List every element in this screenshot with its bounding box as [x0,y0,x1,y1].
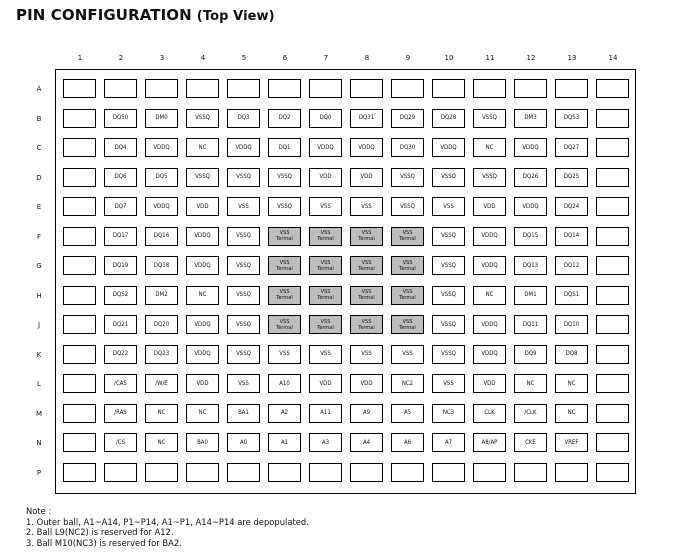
pin-cell: VSSQ [227,168,260,187]
column-header: 14 [608,54,618,62]
pin-cell: A2 [268,404,301,423]
pin-cell: VDDQ [473,315,506,334]
pin-cell: DQ9 [514,345,547,364]
pin-cell: VDDQ [473,227,506,246]
row-header: D [36,173,42,182]
pin-cell: DQS2 [104,286,137,305]
pin-cell: DQ12 [555,256,588,275]
pin-cell: DQ26 [514,168,547,187]
pin-cell: VDDQ [473,345,506,364]
pin-cell: A11 [309,404,342,423]
column-header: 13 [567,54,577,62]
pin-cell [473,463,506,482]
pin-cell: NC [555,404,588,423]
column-header: 11 [485,54,495,62]
pin-cell [186,79,219,98]
pin-cell: DQ19 [104,256,137,275]
pin-cell: DQ30 [391,138,424,157]
pin-cell: VDD [473,374,506,393]
pin-cell: DQS3 [555,109,588,128]
pin-cell: A6 [391,433,424,452]
pin-cell: VSSQ [432,256,465,275]
pin-cell: VSS Termal [309,286,342,305]
pin-cell [227,79,260,98]
pin-cell: VSSQ [432,345,465,364]
note-line-1: 1. Outer ball, A1~A14, P1~P14, A1~P1, A14~P14 are depopulated. [26,516,309,527]
pin-cell: VSSQ [186,109,219,128]
pin-cell [391,79,424,98]
pin-cell: DQ10 [555,315,588,334]
pin-grid-panel [55,69,636,494]
pin-cell: NC [186,286,219,305]
pin-cell: DQ1 [268,138,301,157]
column-header: 1 [77,54,83,62]
row-header: C [36,144,42,152]
pin-cell: VDDQ [186,315,219,334]
pin-cell [514,463,547,482]
pin-cell: A8/AP [473,433,506,452]
pin-cell: VSSQ [227,315,260,334]
pin-cell [596,433,629,452]
pin-cell [596,79,629,98]
row-header: G [36,262,42,270]
pin-cell: VSSQ [227,345,260,364]
pin-cell: VSSQ [268,197,301,216]
pin-cell: DQ15 [514,227,547,246]
pin-cell [268,463,301,482]
pin-cell [309,79,342,98]
pin-cell: VSSQ [473,109,506,128]
pin-cell [596,374,629,393]
pin-cell: VSS Termal [391,315,424,334]
pin-cell: VSS Termal [350,315,383,334]
pin-cell: /CLK [514,404,547,423]
pin-cell [596,197,629,216]
column-header: 6 [282,54,288,62]
pin-cell: DQ24 [555,197,588,216]
pin-cell: DQ7 [104,197,137,216]
pin-cell [63,433,96,452]
page-title [16,6,275,24]
pin-cell [63,404,96,423]
pin-cell: VSS Termal [268,256,301,275]
pin-cell: DQ14 [555,227,588,246]
pin-cell: VDD [309,168,342,187]
pin-cell [63,463,96,482]
pin-cell: DM2 [145,286,178,305]
row-header: A [36,85,42,93]
pin-cell: NC [186,138,219,157]
pin-cell [596,404,629,423]
row-header: B [36,114,42,123]
pin-cell [596,286,629,305]
pin-cell: VSS Termal [268,286,301,305]
pin-cell: BA1 [227,404,260,423]
pin-cell: DQ5 [145,168,178,187]
pin-cell [350,463,383,482]
pin-cell [268,79,301,98]
pin-cell: VSS [432,197,465,216]
row-header: L [37,380,41,388]
pin-cell: VSS [309,197,342,216]
pin-cell: DQ23 [145,345,178,364]
pin-cell: CLK [473,404,506,423]
pin-cell: VSSQ [227,256,260,275]
pin-cell: VDD [186,197,219,216]
pin-cell [63,345,96,364]
pin-cell: NC [555,374,588,393]
pin-cell: DQ17 [104,227,137,246]
pin-cell: VSS Termal [350,256,383,275]
pin-cell [596,463,629,482]
pin-cell [350,79,383,98]
pin-cell: DQ13 [514,256,547,275]
pin-cell: VSS [350,197,383,216]
pin-cell: VDDQ [145,138,178,157]
pin-cell: VDDQ [186,256,219,275]
pin-cell: NC2 [391,374,424,393]
pin-cell [63,256,96,275]
pin-cell: DQ11 [514,315,547,334]
pin-cell: VDD [186,374,219,393]
row-header: N [36,439,42,447]
pin-cell [145,463,178,482]
pin-cell: VSS [227,374,260,393]
pin-cell: VSS [268,345,301,364]
pin-cell [473,79,506,98]
pin-cell: VSSQ [473,168,506,187]
pin-cell: VSS Termal [309,315,342,334]
pin-cell: VDDQ [227,138,260,157]
pin-cell: VDDQ [186,227,219,246]
pin-cell: DQ20 [145,315,178,334]
pin-cell: NC [473,138,506,157]
pin-cell: DQ31 [350,109,383,128]
row-header: H [36,291,42,300]
pin-cell: DQ16 [145,227,178,246]
pin-cell [63,138,96,157]
column-header: 8 [364,54,370,62]
title-view-label: (Top View) [196,9,275,24]
pin-cell: VDDQ [473,256,506,275]
pin-cell: DM3 [514,109,547,128]
pin-cell: DQ29 [391,109,424,128]
pin-cell [596,345,629,364]
pin-cell: VDDQ [145,197,178,216]
pin-cell: VSSQ [391,168,424,187]
pin-cell [63,227,96,246]
pin-cell: A4 [350,433,383,452]
pin-cell: DQS1 [555,286,588,305]
column-header: 4 [200,54,206,62]
pin-cell: NC [473,286,506,305]
pin-cell [596,109,629,128]
pin-cell: VSS [391,345,424,364]
pin-cell: /CS [104,433,137,452]
pin-cell: DQ8 [555,345,588,364]
pin-cell: A1 [268,433,301,452]
pin-cell: DQ21 [104,315,137,334]
pin-cell: VSSQ [391,197,424,216]
notes-section [26,506,309,548]
pin-cell [555,79,588,98]
pin-cell [309,463,342,482]
pin-cell: VDDQ [432,138,465,157]
pin-cell [63,286,96,305]
pin-cell: /RAS [104,404,137,423]
pin-cell: VSSQ [227,227,260,246]
pin-cell: DQ4 [104,138,137,157]
column-header: 7 [323,54,329,62]
pin-cell: VSS Termal [309,227,342,246]
pin-cell: VSS [432,374,465,393]
pin-cell: VDDQ [309,138,342,157]
pin-cell: DQ50 [104,109,137,128]
column-header: 10 [444,54,454,62]
pin-cell [63,168,96,187]
pin-cell: DQ18 [145,256,178,275]
pin-cell: VREF [555,433,588,452]
pin-cell: VSS [227,197,260,216]
pin-cell [227,463,260,482]
pin-cell [514,79,547,98]
pin-cell [186,463,219,482]
pin-cell: VSSQ [432,286,465,305]
pin-cell [596,227,629,246]
pin-cell: /W/E [145,374,178,393]
pin-cell: DQ6 [104,168,137,187]
pin-cell: DQ22 [104,345,137,364]
pin-cell: VSS Termal [309,256,342,275]
pin-cell: NC [145,404,178,423]
pin-cell: DQ28 [432,109,465,128]
pin-cell: DQ2 [268,109,301,128]
pin-cell: VSS [350,345,383,364]
pin-cell: VSS Termal [350,286,383,305]
row-header: J [37,321,41,329]
pin-cell: VDD [473,197,506,216]
pin-cell: A5 [391,404,424,423]
note-line-3: 3. Ball M10(NC3) is reserved for BA2. [26,537,182,548]
pin-cell [596,256,629,275]
pin-cell: NC [145,433,178,452]
title-text: PIN CONFIGURATION [16,6,192,24]
pin-cell: VSS [309,345,342,364]
pin-cell: VSS Termal [268,227,301,246]
pin-cell: DQ25 [555,168,588,187]
pin-cell: VSSQ [432,168,465,187]
pin-cell [596,315,629,334]
column-header: 12 [526,54,536,62]
row-header: M [35,409,43,418]
pin-cell: VSSQ [186,168,219,187]
row-header: P [36,468,42,477]
pin-cell: VSSQ [227,286,260,305]
pin-cell [63,374,96,393]
pin-cell: VSSQ [432,227,465,246]
pin-cell: VSSQ [268,168,301,187]
column-header: 9 [405,54,411,62]
pin-cell: A3 [309,433,342,452]
note-line-2: 2. Ball L9(NC2) is reserved for A12. [26,527,174,537]
pin-cell: A7 [432,433,465,452]
pin-cell: VDDQ [350,138,383,157]
pin-cell [145,79,178,98]
pin-cell: VSS Termal [268,315,301,334]
pin-cell: DQ3 [227,109,260,128]
pin-cell [596,138,629,157]
row-header: K [36,350,42,359]
pin-cell: A9 [350,404,383,423]
pin-cell: VSS Termal [391,256,424,275]
pin-cell: /CAS [104,374,137,393]
pin-cell: DQ27 [555,138,588,157]
pin-cell [432,463,465,482]
pin-cell: VDDQ [186,345,219,364]
pin-cell: NC3 [432,404,465,423]
pin-cell [555,463,588,482]
pin-cell: A10 [268,374,301,393]
notes-heading: Note : [26,506,52,516]
pin-cell [391,463,424,482]
pin-cell [63,79,96,98]
pin-cell: A0 [227,433,260,452]
pin-cell: VDDQ [514,138,547,157]
column-header: 5 [241,54,247,62]
pin-cell: VDDQ [514,197,547,216]
pin-cell: VDD [350,374,383,393]
pin-cell [63,315,96,334]
pin-cell: VSSQ [432,315,465,334]
pin-cell: VSS Termal [350,227,383,246]
pin-cell [104,79,137,98]
pin-cell: VSS Termal [391,286,424,305]
pin-cell [104,463,137,482]
pin-cell: VDD [309,374,342,393]
pin-cell: DM1 [514,286,547,305]
pin-cell: VDD [350,168,383,187]
pin-cell [432,79,465,98]
pin-cell: NC [186,404,219,423]
row-header: F [36,232,42,241]
pin-cell [596,168,629,187]
pin-cell [63,197,96,216]
pin-cell: NC [514,374,547,393]
pin-cell [63,109,96,128]
pin-cell: BA0 [186,433,219,452]
pin-cell: DM0 [145,109,178,128]
pin-cell: CKE [514,433,547,452]
row-header: E [36,203,42,211]
column-header: 3 [159,54,165,62]
column-header: 2 [118,54,124,62]
pin-cell: VSS Termal [391,227,424,246]
pin-cell: DQ0 [309,109,342,128]
